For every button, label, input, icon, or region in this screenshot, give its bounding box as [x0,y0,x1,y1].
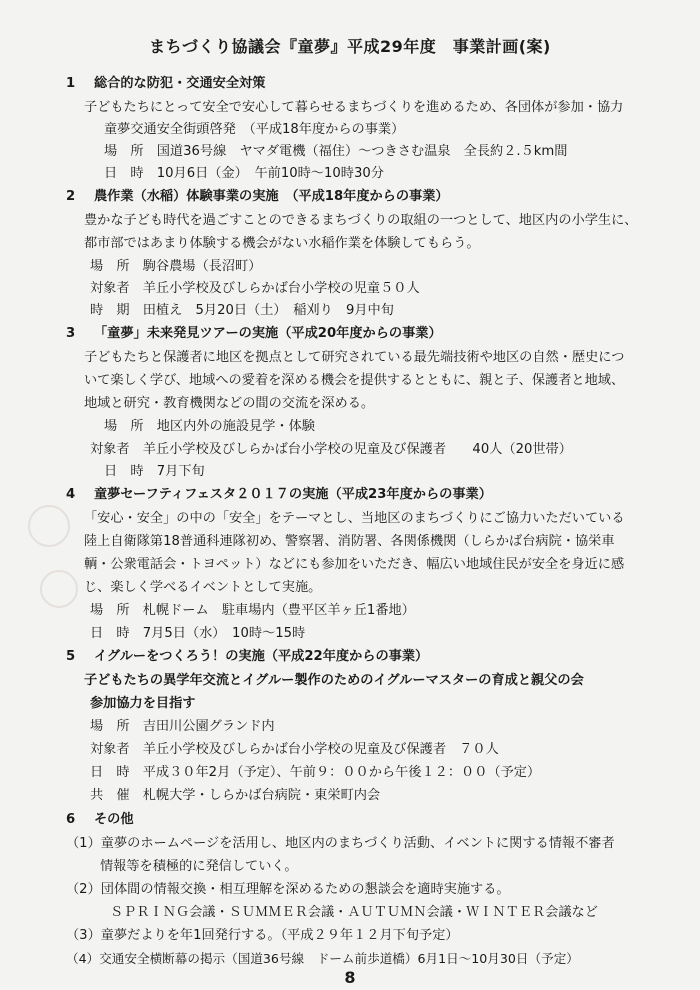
body-line: 童夢交通安全街頭啓発 （平成18年度からの事業） [104,122,405,137]
body-line-bold: 参加協力を目指す [90,696,196,711]
list-item: （2）団体間の情報交換・相互理解を深めるための懇談会を適時実施する。 [66,882,510,897]
faint-stamp-mark [28,505,70,547]
body-line: 都市部ではあまり体験する機会がない水稲作業を体験してもらう。 [84,236,480,251]
list-item-continuation: 情報等を積極的に発信していく。 [100,859,298,874]
section-title: イグルーをつくろう！の実施（平成22年度からの事業） [94,649,429,664]
page-number: 8 [344,968,356,987]
section-heading [66,649,428,665]
body-line: 対象者 羊丘小学校及びしらかば台小学校の児童５０人 [90,281,420,296]
section-number: 2 [66,189,76,204]
body-line: 日 時 平成３０年2月（予定）、午前９：００から午後１２：００（予定） [90,765,541,780]
body-line: じ、楽しく学べるイベントとして実施。 [84,580,322,595]
page-title: まちづくり協議会『童夢』平成29年度 事業計画(案) [149,37,551,56]
body-line: 輌・公衆電話会・トヨペット）などにも参加をいただき、幅広い地域住民が安全を身近に感 [84,557,625,572]
body-line: 場 所 吉田川公園グランド内 [90,719,275,734]
body-line: 地域と研究・教育機関などの間の交流を深める。 [84,396,375,411]
section-heading [66,76,265,92]
list-item: （1）童夢のホームページを活用し、地区内のまちづくり活動、イベントに関する情報不審者 [66,836,615,851]
section-heading [66,812,134,828]
body-line: 「安心・安全」の中の「安全」をテーマとし、当地区のまちづくりにご協力いただいている [84,511,625,526]
list-item: （4）交通安全横断幕の掲示（国道36号線 ドーム前歩道橋）6月1日～10月30日（予定） [66,951,579,966]
body-line: 場 所 国道36号線 ヤマダ電機（福住）～つきさむ温泉 全長約２.５km間 [104,144,568,159]
list-item: （3）童夢だよりを年1回発行する。（平成２９年１２月下旬予定） [66,928,459,943]
section-number: 4 [66,487,76,502]
body-line: 場 所 駒谷農場（長沼町） [90,259,262,274]
faint-stamp-mark [40,570,78,608]
section-title: その他 [94,812,134,827]
section-number: 6 [66,812,76,827]
body-line: 時 期 田植え 5月20日（土） 稲刈り 9月中旬 [90,303,394,318]
section-heading [66,326,442,342]
section-heading [66,487,492,503]
body-line: 日 時 7月5日（水） 10時～15時 [90,626,306,641]
body-line: 子どもたちと保護者に地区を拠点として研究されている最先端技術や地区の自然・歴史につ [84,350,625,365]
section-title: 童夢セーフティフェスタ２０１７の実施（平成23年度からの事業） [94,487,492,502]
body-line: 対象者 羊丘小学校及びしらかば台小学校の児童及び保護者 ７０人 [90,742,499,757]
body-line-bold: 子どもたちの異学年交流とイグルー製作のためのイグルーマスターの育成と親父の会 [84,673,584,688]
section-number: 3 [66,326,76,341]
body-line: 日 時 7月下旬 [104,464,205,479]
list-item-continuation: ＳＰＲＩＮＧ会議・ＳＵＭＭＥＲ会議・ＡＵＴＵＭＮ会議・ＷＩＮＴＥＲ会議など [110,905,598,920]
body-line: 共 催 札幌大学・しらかば台病院・東栄町内会 [90,788,381,803]
body-line: 場 所 札幌ドーム 駐車場内（豊平区羊ヶ丘1番地） [90,603,415,618]
section-heading [66,189,449,205]
section-number: 5 [66,649,76,664]
body-line: 日 時 10月6日（金） 午前10時～10時30分 [104,166,384,181]
section-title: 「童夢」未来発見ツアーの実施（平成20年度からの事業） [94,326,442,341]
body-line: 子どもたちにとって安全で安心して暮らせるまちづくりを進めるため、各団体が参加・協力 [84,100,624,115]
section-title: 総合的な防犯・交通安全対策 [94,76,266,91]
section-number: 1 [66,76,76,91]
body-line: 対象者 羊丘小学校及びしらかば台小学校の児童及び保護者 40人（20世帯） [90,442,572,457]
body-line: いて楽しく学び、地域への愛着を深める機会を提供するとともに、親と子、保護者と地域、 [84,373,625,388]
body-line: 場 所 地区内外の施設見学・体験 [104,419,315,434]
body-line: 陸上自衛隊第18普通科連隊初め、警察署、消防署、各関係機関（しらかば台病院・協栄車 [84,534,615,549]
section-title: 農作業（水稲）体験事業の実施 （平成18年度からの事業） [94,189,449,204]
body-line: 豊かな子ども時代を過ごすことのできるまちづくりの取組の一つとして、地区内の小学生に、 [84,213,638,228]
